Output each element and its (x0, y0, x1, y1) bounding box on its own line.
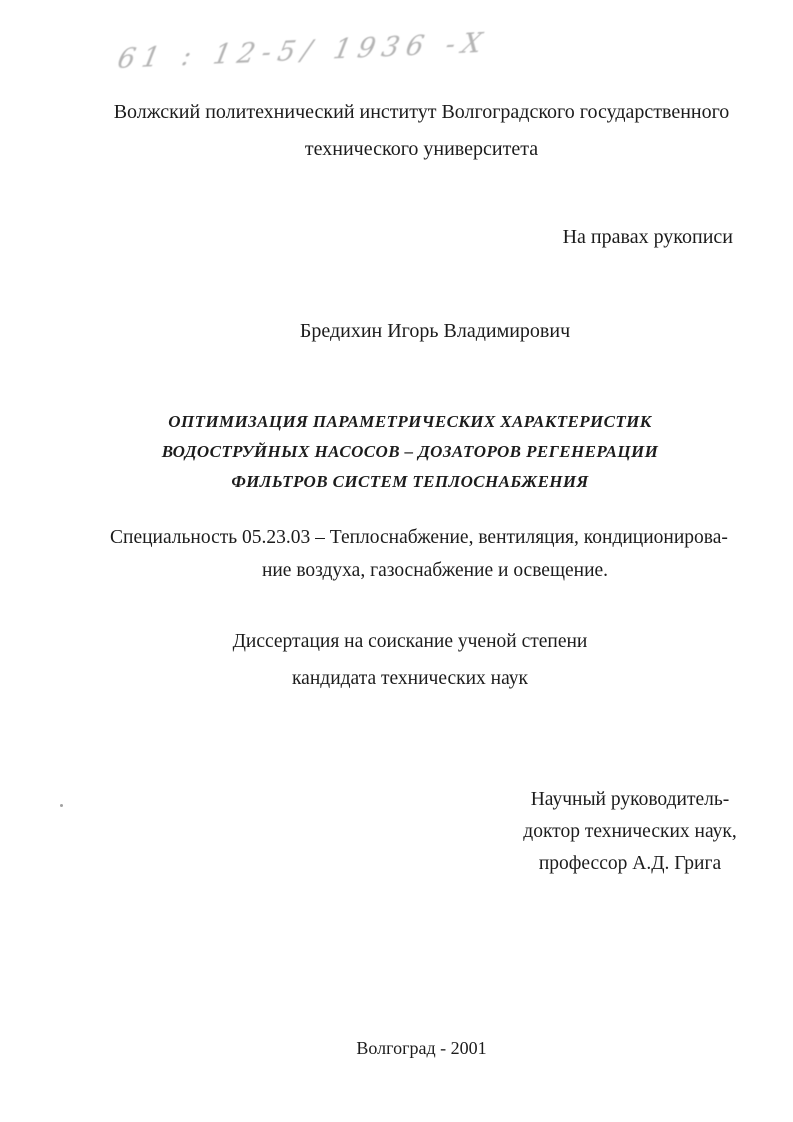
degree-statement-line1: Диссертация на соискание ученой степени (232, 631, 588, 652)
degree-statement-line2: кандидата технических наук (292, 668, 528, 689)
scan-speck-artifact (60, 804, 63, 807)
dissertation-title-line2: ВОДОСТРУЙНЫХ НАСОСОВ – ДОЗАТОРОВ РЕГЕНЕРАЦИИ (161, 442, 659, 461)
supervisor-name: профессор А.Д. Грига (538, 853, 722, 874)
dissertation-title-line1: ОПТИМИЗАЦИЯ ПАРАМЕТРИЧЕСКИХ ХАРАКТЕРИСТИК (168, 412, 652, 431)
manuscript-rights-note: На правах рукописи (562, 226, 733, 248)
specialty-code-line2: ние воздуха, газоснабжение и освещение. (261, 560, 609, 581)
degree-statement (27, 623, 793, 697)
specialty-code-line1: Специальность 05.23.03 – Теплоснабжение, вентиляция, кондиционирова- (110, 527, 728, 548)
dissertation-title (27, 407, 793, 497)
institution-name-line2: технического университета (304, 138, 539, 160)
supervisor-degree: доктор технических наук, (523, 821, 737, 842)
supervisor-block (495, 784, 765, 880)
institution-name-line1: Волжский политехнический институт Волгоградского государственного (113, 101, 730, 123)
city-and-year: Волгоград - 2001 (356, 1038, 487, 1058)
author-name: Бредихин Игорь Владимирович (299, 320, 571, 342)
dissertation-title-line3: ФИЛЬТРОВ СИСТЕМ ТЕПЛОСНАБЖЕНИЯ (231, 472, 589, 491)
pencil-shelfmark-annotation: 61 : 12-5/ 1936 -Х (114, 27, 492, 76)
supervisor-role: Научный руководитель- (530, 789, 730, 810)
